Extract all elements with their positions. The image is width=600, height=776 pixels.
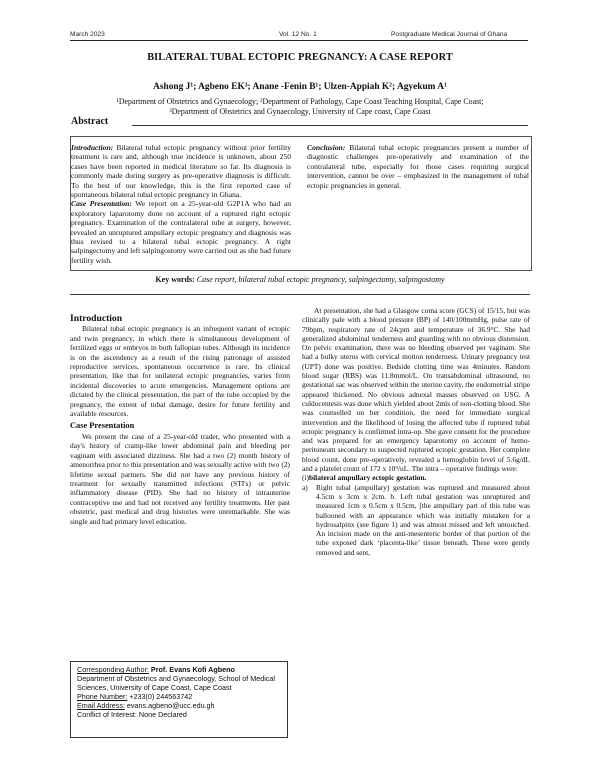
author-phone: Phone Number: +233(0) 244563742	[77, 692, 193, 702]
abstract-introduction: Introduction: Bilateral tubal ectopic pregnancy without prior fertility treatment is rare and, although true incidence is unknown, about 250 cases have been reported in medical literature so far. Its diagnosis is commonly made during surgery as pre-operative diagnosis is difficult. To the best of our knowledge, this is the first reported case of spontaneous bilateral tubal ectopic pregnancy in Ghana.	[71, 143, 291, 200]
header-rule	[70, 40, 528, 41]
keywords-rule	[70, 294, 530, 295]
abstract-case: Case Presentation: We report on a 25-year-old G2P1A who had an exploratory laparotomy done on account of a ruptured right ectopic pregnancy. Examination of the contralateral tube at surgery, however, revealed an unruptured ampullary ectopic pregnancy and diagnosis was thus revised to a bilateral tubal ectopic pregnancy. A right salpingectomy and left salpingostomy were carried out as she had future fertility wish.	[71, 199, 291, 265]
conflict-of-interest: Conflict of Interest: None Declared	[77, 710, 187, 720]
header-date: March 2023	[70, 31, 105, 38]
findings-list-heading: (i)bilateral ampullary ectopic gestation.	[302, 473, 427, 483]
left-body-column	[70, 314, 290, 526]
abstract-left-column	[71, 143, 291, 265]
right-body-column	[302, 306, 530, 557]
abstract-rule	[132, 125, 528, 126]
introduction-heading: Introduction	[70, 313, 123, 324]
abstract-conclusion: Conclusion: Bilateral tubal ectopic pregnancies present a number of diagnostic challenges pre-operatively and examination of the contralateral tube, especially for those cases requiring surgical intervention, cannot be over – emphasized in the management of tubal ectopic pregnancies in general.	[307, 143, 529, 190]
header-journal: Postgraduate Medical Journal of Ghana	[391, 31, 508, 38]
abstract-right-column	[307, 143, 529, 190]
introduction-text: Bilateral tubal ectopic pregnancy is an infrequent variant of ectopic and twin pregnancy, in which there is simultaneous development of fertilized eggs or embryos in both fallopian tubes. Although its incidence is on the ascendency as a result of the rising patronage of assisted reproductive services, spontaneous occurrence is rare. Its clinical presentation, like that for unilateral ectopic pregnancies, varies from incidental discoveries to acute emergencies. Management options are dictated by the clinical presentation, the part of the tube occupied by the pregnancy, the extent of tubal damage, desire for future fertility and available resources.	[70, 324, 290, 419]
corresponding-author: Corresponding Author: Prof. Evans Kofi Agbeno	[77, 665, 235, 674]
article-title: BILATERAL TUBAL ECTOPIC PREGNANCY: A CASE REPORT	[147, 52, 453, 63]
keywords: Key words: Case report, bilateral tubal ectopic pregnancy, salpingectomy, salpingostomy	[155, 275, 445, 284]
author-list: Ashong J¹; Agbeno EK³; Anane -Fenin B¹; Ulzen-Appiah K²; Agyekum A¹	[153, 82, 447, 92]
finding-item-a: a) Right tubal (ampullary) gestation was ruptured and measured about 4.5cm x 3cm x 2cm. b. Left tubal gestation was unruptured and measured 1cm x 0.5cm x 0.5cm, [the ampullary part of this tube was ballooned with an appearance which was initially mistaken for a hydrosalpinx (see figure 1) and was almost missed and left untouched. An incision made on the anti-mesenteric border of that portion of the tube exposed dark ‘placenta-like’ tissue beneath. These were gently removed and sent,	[302, 482, 530, 557]
affiliation-line-2: ³Department of Obstetrics and Gynaecology, University of Cape coast, Cape Coast	[169, 107, 431, 116]
header-volume: Vol. 12 No. 1	[279, 31, 317, 38]
case-presentation-text: We present the case of a 25-year-old trader, who presented with a day's history of cramp-like lower abdominal pain and bleeding per vaginam with associated dizziness. She had a two (2) month history of amenorrhea prior to this presentation and was sexually active with two (2) lifetime sexual partners. She did not have any previous history of treatment for sexually transmitted infections (STI's) or pelvic inflammatory disease (PID). She had no history of intrauterine contraceptive use and had not received any fertility treatments. Her past obstetric, past medical and drug histories were unremarkable. She was single and had primary level education.	[70, 431, 290, 526]
abstract-box	[70, 136, 532, 271]
abstract-heading: Abstract	[71, 116, 109, 127]
author-department: Department of Obstetrics and Gynaecology, School of Medical Sciences, University of Cape Coast, Cape Coast	[77, 674, 276, 693]
author-email: Email Address: evans.agbeno@ucc.edu.gh	[77, 701, 215, 711]
corresponding-author-box	[70, 661, 288, 738]
presentation-findings-text: At presentation, she had a Glasgow coma score (GCS) of 15/15, but was clinically pale with a blood pressure (BP) of 140/100mmHg, pulse rate of 79bpm, respiratory rate of 24cpm and temperature of 36.9°C. She had generalized abdominal tenderness and guarding with no obvious distension. On pelvic examination, there was no bleeding observed per vaginam. She had a bulky uterus with cervical motion tenderness. Urinary pregnancy test (UPT) done was positive. Bedside clotting time was 4minutes. Random blood sugar (RBS) was 11.8mmol/L. On transabdominal ultrasound, no gestational sac was observed within the uterine cavity, the endometrial stripe appeared thickened. No obvious adnexal masses observed on USG. A culdocentesis was done which yielded about 2mls of non-clotting blood. She was counselled on her condition, the need for immediate surgical intervention and the likelihood of losing the affected tube if ruptured tubal ectopic pregnancy is confirmed intra-op. She gave consent for the procedure and was prepared for an emergency laparotomy on account of hemo-peritoneum secondary to suspected ruptured ectopic gestation. Her complete blood count, done pre-operatively, revealed a hemoglobin level of 5.6g/dL and a platelet count of 172 x 10⁹/uL. The intra – operative findings were:	[302, 306, 530, 474]
affiliation-line-1: ¹Department of Obstetrics and Gynaecology; ²Department of Pathology, Cape Coast Teaching Hospital, Cape Coast;	[116, 97, 484, 106]
affiliations	[70, 97, 530, 117]
case-presentation-heading: Case Presentation	[70, 421, 135, 431]
